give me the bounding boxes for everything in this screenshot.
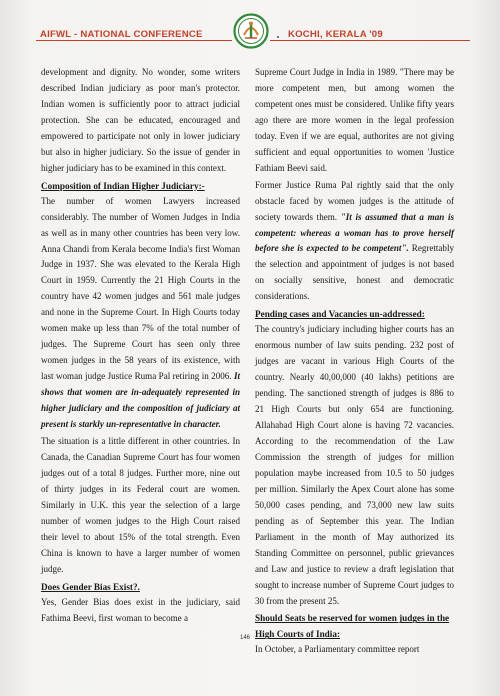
header-rule-left [36,40,232,41]
speck [277,36,279,38]
section-heading: Does Gender Bias Exist?. [41,581,140,592]
page-number: 146 [240,635,251,641]
paragraph-text: Regrettably the selection and appointment of judges is not based on socially sensitive, honest and democratic considerations. [255,243,454,302]
aifwl-logo-icon [233,13,269,49]
section-heading: Composition of Indian Higher Judiciary:- [41,180,205,191]
left-column [41,65,240,627]
paragraph: In October, a Parliamentary committee report [255,644,420,655]
section-heading: Pending cases and Vacancies un-addressed: [255,309,425,320]
paragraph: development and dignity. No wonder, some writers described Indian judiciary as poor man's protector. Indian women is sufficiently poor to attract judicial protection. She can be educated, encouraged and empowered to participate not only in lower judiciary but also in higher judiciary. So the issue of gender in higher judiciary has to be examined in this context. [41,67,240,173]
emphasized-text: It shows that women are in-adequately represented in higher judiciary and the composition of judiciary at present is starkly un-representative in character. [41,371,240,430]
paragraph-text: The number of women Lawyers increased considerably. The number of Women Judges in India as well as in many other countries has been very low. Anna Chandi from Kerala become India's first Woman Judge in 1937. She was elevated to the Kerala High Court in 1959. Currently the 21 High Courts in the country have 42 women judges and 561 male judges and none in the Supreme Court. In High Courts today women make up less than 7% of the total number of judges. The Supreme Court has seen only three women judges in the 58 years of its existence, with last woman judge Justice Ruma Pal retiring in 2006. [41,195,240,382]
header-location: KOCHI, KERALA '09 [288,29,383,40]
paragraph-text: Former Justice Ruma Pal rightly said that the only obstacle faced by women judges is the attitude of society towards them. [255,179,454,222]
header-conference-title: AIFWL - NATIONAL CONFERENCE [40,29,203,40]
page-header [0,0,500,56]
paragraph: Yes, Gender Bias does exist in the judiciary, said Fathima Beevi, first woman to become a [41,596,240,623]
header-rule-right [270,40,470,41]
paragraph: The country's judiciary including higher courts has an enormous number of law suits pending. 232 post of judges are vacant in various High Courts of the country. Nearly 40,00,000 (40 lakhs) petitions are pending. The sanctioned strength of judges is 886 to 21 High Courts but only 654 are functioning. Allahabad High Court alone is having 72 vacancies. According to the recommendation of the Law Commission the strength of judges for million population maybe increased from 10.5 to 50 judges per million. Similarly the Apex Court alone has some 50,000 cases pending, and 73,000 new law suits pending as of September this year. The Indian Parliament in the month of May authorized its Standing Committee on personnel, public grievances and Law and justice to review a draft legislation that sought to increase number of Supreme Court judges to 30 from the present 25. [255,324,454,606]
paragraph: Supreme Court Judge in India in 1989. "There may be more competent men, but among women the competent ones must be considered. Unlike fifty years ago there are more women in the legal profession today. Even if we are equal, authorites are not giving sufficient and equal opportunities to women 'Justice Fathiam Beevi said. [255,67,454,173]
paragraph: The situation is a little different in other countries. In Canada, the Canadian Supreme Court has four women judges out of a total 8 judges. Further more, nine out of thirty judges in its Federal court are women. Similarly in U.K. this year the selection of a large number of women judges to the High Court raised their level to about 15% of the total strength. Even China is known to have a larger number of women judge. [41,435,240,574]
paragraph [255,178,454,306]
emphasized-quote: "It is assumed that a man is competent: whereas a woman has to prove herself before she is expected to be competent". [255,211,454,254]
section-heading: Should Seats be reserved for women judges in the High Courts of India: [255,613,450,640]
paragraph [41,194,240,433]
right-column [255,65,454,659]
